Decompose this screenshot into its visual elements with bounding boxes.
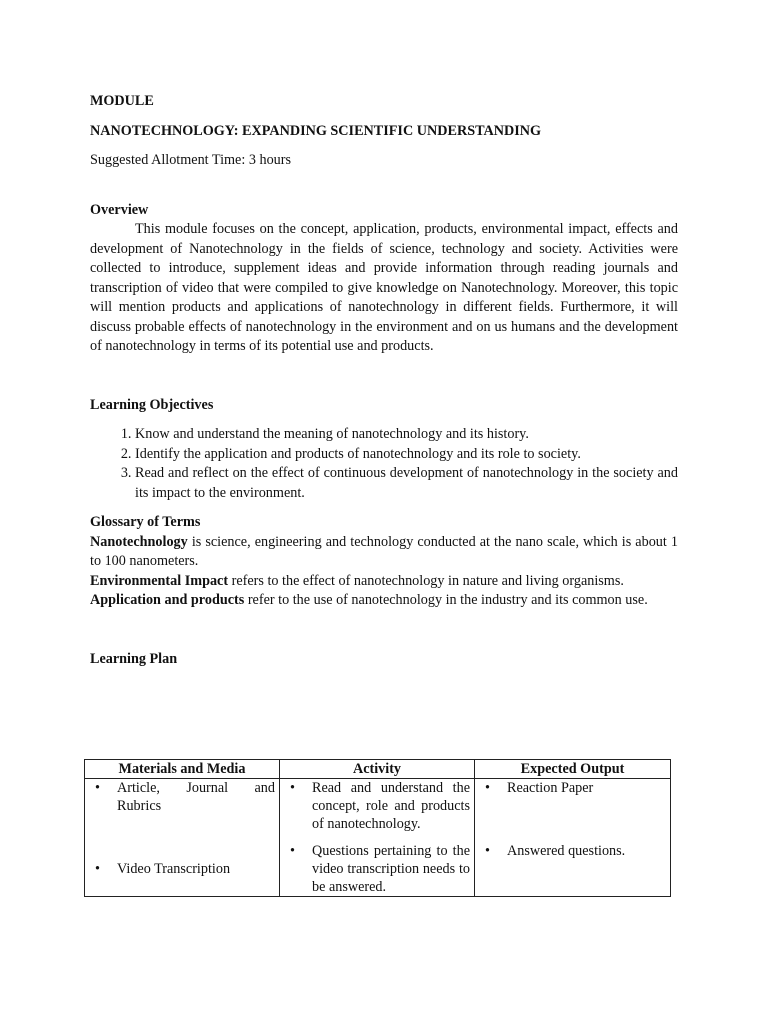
list-item: • Reaction Paper bbox=[485, 780, 594, 796]
column-header-materials: Materials and Media bbox=[85, 760, 280, 779]
glossary-entry-nanotechnology bbox=[90, 533, 678, 572]
glossary-definition: is science, engineering and technology conducted at the nano scale, which is about 1 to 100 nanometers. bbox=[90, 533, 678, 569]
list-item: • Questions pertaining to the video transcription needs to be answered. bbox=[290, 843, 470, 895]
allotment-time: Suggested Allotment Time: 3 hours bbox=[90, 152, 292, 168]
glossary-entry-environmental-impact bbox=[90, 572, 678, 592]
glossary-definition: refers to the effect of nanotechnology in nature and living organisms. bbox=[228, 572, 624, 589]
objectives-heading: Learning Objectives bbox=[90, 396, 214, 413]
bullet-icon: • bbox=[290, 780, 295, 796]
column-header-activity: Activity bbox=[280, 760, 475, 779]
glossary-definition: refer to the use of nanotechnology in the industry and its common use. bbox=[244, 592, 648, 608]
glossary-term: Nanotechnology bbox=[90, 533, 188, 550]
overview-heading: Overview bbox=[90, 201, 149, 218]
list-item: • Article, Journal and Rubrics bbox=[95, 780, 275, 814]
table-header-row bbox=[85, 760, 671, 779]
bullet-icon: • bbox=[485, 843, 490, 859]
materials-cell bbox=[85, 779, 280, 897]
objective-item: 1. Know and understand the meaning of nanotechnology and its history. bbox=[135, 425, 678, 445]
learning-plan-heading: Learning Plan bbox=[90, 650, 178, 667]
learning-plan-table bbox=[84, 759, 671, 897]
bullet-icon: • bbox=[95, 780, 100, 796]
module-title: NANOTECHNOLOGY: EXPANDING SCIENTIFIC UNDERSTANDING bbox=[90, 122, 542, 139]
bullet-icon: • bbox=[290, 843, 295, 859]
objectives-list bbox=[90, 425, 678, 503]
objective-item: 3. Read and reflect on the effect of continuous development of nanotechnology in the society and its impact to the environment. bbox=[135, 464, 678, 503]
bullet-icon: • bbox=[95, 861, 100, 877]
column-header-expected-output: Expected Output bbox=[475, 760, 671, 779]
glossary-heading: Glossary of Terms bbox=[90, 514, 201, 530]
glossary-term: Application and products bbox=[90, 592, 245, 608]
module-label: MODULE bbox=[90, 93, 154, 109]
overview-paragraph: This module focuses on the concept, application, products, environmental impact, effects and development of Nanotechnology in the fields of science, technology and society. Activities were collected to introduce, supplement ideas and provide information through reading journals and transcription of video that were compiled to give knowledge on Nanotechnology. Moreover, this topic will mention products and applications of nanotechnology in different fields. Furthermore, it will discuss probable effects of nanotechnology in the environment and on us humans and the development of nanotechnology in terms of its potential use and products. bbox=[90, 221, 678, 354]
objective-item: 2. Identify the application and products of nanotechnology and its role to society. bbox=[135, 445, 678, 465]
expected-output-cell bbox=[475, 779, 671, 897]
document-page bbox=[90, 92, 678, 669]
bullet-icon: • bbox=[485, 780, 490, 796]
glossary-entry-application-products bbox=[90, 591, 678, 611]
list-item: • Video Transcription bbox=[95, 861, 231, 877]
activity-cell bbox=[280, 779, 475, 897]
list-item: • Answered questions. bbox=[485, 843, 626, 859]
table-row bbox=[85, 779, 671, 897]
list-item: • Read and understand the concept, role and products of nanotechnology. bbox=[290, 780, 470, 832]
glossary-term: Environmental Impact bbox=[90, 572, 229, 589]
